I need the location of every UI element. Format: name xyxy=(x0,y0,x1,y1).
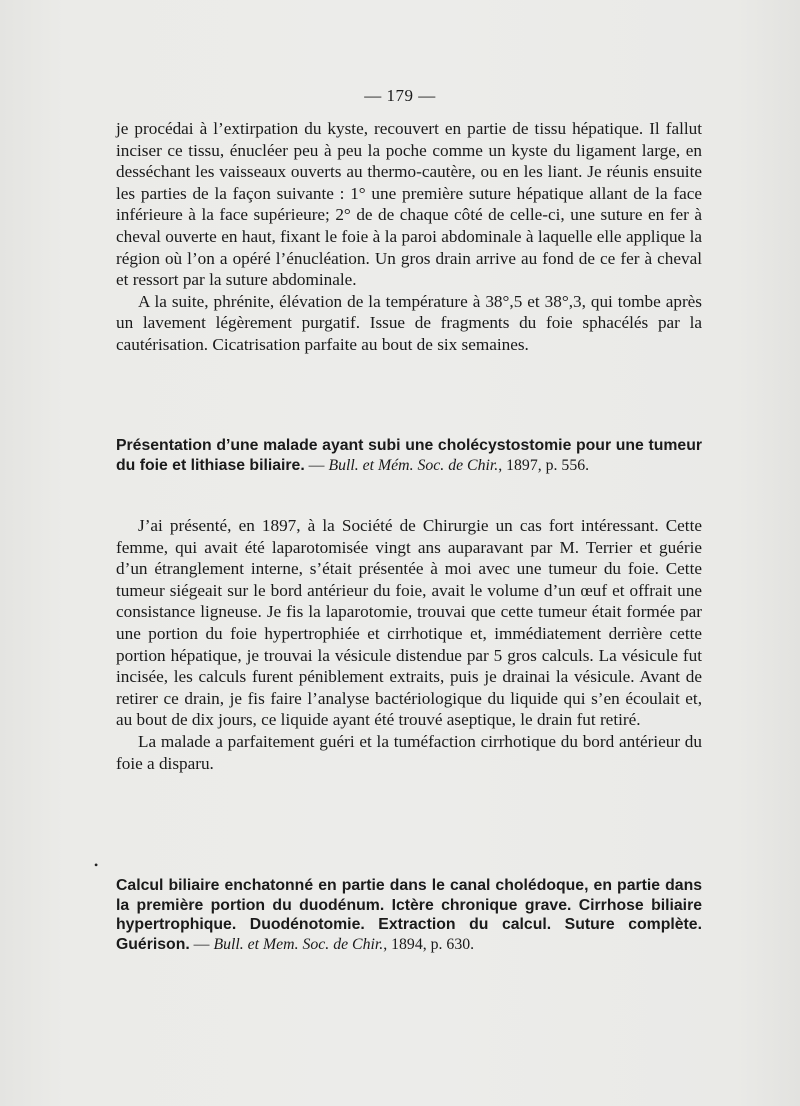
section-reference xyxy=(305,457,589,474)
reference-dash: — xyxy=(304,456,329,474)
section-title: Présentation d’une malade ayant subi une cholécystostomie pour une tumeur du foie et lithiase biliaire. xyxy=(116,437,702,474)
reference-detail: , 1897, p. 556. xyxy=(498,456,590,474)
text-block-middle xyxy=(116,515,702,774)
reference-journal: Bull. et Mem. Soc. de Chir. xyxy=(213,935,384,953)
reference-dash: — xyxy=(189,935,214,953)
section-heading-calcul-biliaire xyxy=(116,876,702,954)
paragraph: je procédai à l’extirpation du kyste, recouvert en partie de tissu hépatique. Il fallut inciser ce tissu, énucléer peu à peu la poche comme un kyste du ligament large, en desséchant les vaisseaux ouverts au thermo-cautère, ou en les liant. Je réunis ensuite les parties de la façon suivante : 1° une première suture hépatique allant de la face inférieure à la face supérieure; 2° de de chaque côté de celle-ci, une suture en fer à cheval ouverte en haut, fixant le foie à la paroi abdominale à laquelle elle applique la région où l’on a opéré l’énucléation. Un gros drain arrive au fond de ce fer à cheval et ressort par la suture abdominale. xyxy=(116,119,702,290)
section-heading-cholecystostomie xyxy=(116,436,702,475)
paragraph: La malade a parfaitement guéri et la tuméfaction cirrhotique du bord antérieur du foie a disparu. xyxy=(116,731,702,773)
text-block-top xyxy=(116,118,702,356)
reference-journal: Bull. et Mém. Soc. de Chir. xyxy=(328,456,499,474)
section-title: Calcul biliaire enchatonné en partie dans le canal cholédoque, en partie dans la première portion du duodénum. Ictère chronique grave. Cirrhose biliaire hypertrophique. Duodénotomie. Extraction du calcul. Suture complète. Guérison. xyxy=(116,877,702,953)
paragraph: A la suite, phrénite, élévation de la température à 38°,5 et 38°,3, qui tombe après un lavement légèrement purgatif. Issue de fragments du foie sphacélés par la cautérisation. Cicatrisation parfaite au bout de six semaines. xyxy=(116,291,702,354)
page-number: — 179 — xyxy=(364,86,436,105)
bullet-mark: • xyxy=(94,858,99,872)
reference-detail: , 1894, p. 630. xyxy=(383,935,475,953)
section-reference xyxy=(190,936,474,953)
paragraph: J’ai présenté, en 1897, à la Société de Chirurgie un cas fort intéressant. Cette femme, qui avait été laparotomisée vingt ans auparavant par M. Terrier et guérie d’un étranglement interne, s’était présentée à moi avec une tumeur du foie. Cette tumeur siégeait sur le bord antérieur du foie, avait le volume d’un œuf et offrait une consistance ligneuse. Je fis la laparotomie, trouvai que cette tumeur était formée par une portion du foie hypertrophiée et cirrhotique et, immédiatement derrière cette portion hépatique, je trouvai la vésicule distendue par 5 gros calculs. La vésicule fut incisée, les calculs furent péniblement extraits, puis je drainai la vésicule. Avant de retirer ce drain, je fis faire l’analyse bactériologique du liquide qui s’en écoulait et, au bout de dix jours, ce liquide ayant été trouvé aseptique, le drain fut retiré. xyxy=(116,516,702,730)
